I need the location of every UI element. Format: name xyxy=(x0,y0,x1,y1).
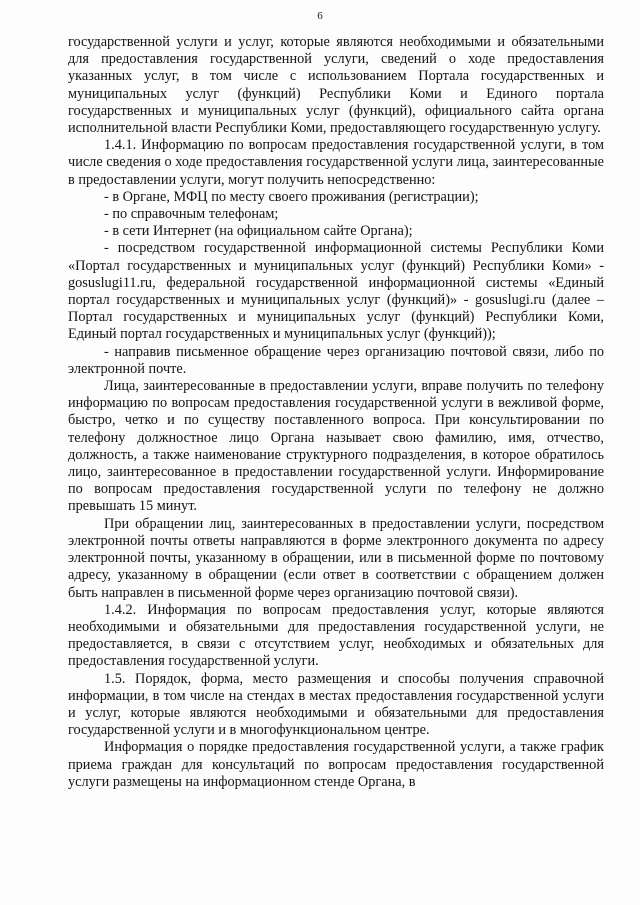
list-item-written-request: - направив письменное обращение через организацию почтовой связи, либо по электронной почте. xyxy=(68,343,604,377)
page-number: 6 xyxy=(317,10,323,22)
list-item-internet: - в сети Интернет (на официальном сайте Органа); xyxy=(104,223,413,240)
paragraph-1-4-1: 1.4.1. Информацию по вопросам предоставления государственной услуги, в том числе сведения о ходе предоставления государственной услуги лица, заинтересованные в предоставлении услуги, могут получить непосредственно: xyxy=(68,137,604,188)
paragraph-1: государственной услуги и услуг, которые являются необходимыми и обязательными для предоставления государственной услуги, сведений о ходе предоставления указанных услуг, в том числе с использованием Портала государственных и муниципальных услуг (функций) Республики Коми и Единого портала государственных и муниципальных услуг (функций), официального сайта органа исполнительной власти Республики Коми, предоставляющего государственную услугу. xyxy=(68,34,604,137)
list-item-organ-mfc: - в Органе, МФЦ по месту своего проживания (регистрации); xyxy=(104,188,479,205)
list-item-portal: - посредством государственной информационной системы Республики Коми «Портал государственных и муниципальных услуг (функций) Республики Коми» - gosuslugi11.ru, федеральной государственной информационной системы «Единый портал государственных и муниципальных услуг (функций)» - gosuslugi.ru (далее – Портал государственных и муниципальных услуг (функций) Республики Коми, Единый портал государственных и муниципальных услуг (функций)); xyxy=(68,240,604,343)
paragraph-1-4-2: 1.4.2. Информация по вопросам предоставления услуг, которые являются необходимыми и обязательными для предоставления государственной услуги, не предоставляется, в связи с отсутствием услуг, необходимых и обязательных для предоставления государственной услуги. xyxy=(68,601,604,670)
paragraph-info-stand: Информация о порядке предоставления государственной услуги, а также график приема граждан для консультаций по вопросам предоставления государственной услуги размещены на информационном стенде Органа, в xyxy=(68,739,604,790)
document-body xyxy=(68,34,604,791)
paragraph-1-5: 1.5. Порядок, форма, место размещения и способы получения справочной информации, в том числе на стендах в местах предоставления государственной услуги и услуг, которые являются необходимыми и обязательными для предоставления государственной услуги и в многофункциональном центре. xyxy=(68,670,604,739)
paragraph-email-requests: При обращении лиц, заинтересованных в предоставлении услуги, посредством электронной почты ответы направляются в форме электронного документа по адресу электронной почты, указанному в обращении, или в письменной форме по почтовому адресу, указанному в обращении (если ответ в соответствии с обращением должен быть направлен в письменной форме через организацию почтовой связи). xyxy=(68,515,604,601)
list-item-phones: - по справочным телефонам; xyxy=(104,206,279,223)
paragraph-phone-consulting: Лица, заинтересованные в предоставлении услуги, вправе получить по телефону информацию по вопросам предоставления государственной услуги в вежливой форме, быстро, четко и по существу поставленного вопроса. При консультировании по телефону должностное лицо Органа называет свою фамилию, имя, отчество, должность, а также наименование структурного подразделения, в которое обратилось лицо, заинтересованное в предоставлении государственной услуги. Информирование по вопросам предоставления государственной услуги по телефону не должно превышать 15 минут. xyxy=(68,378,604,515)
